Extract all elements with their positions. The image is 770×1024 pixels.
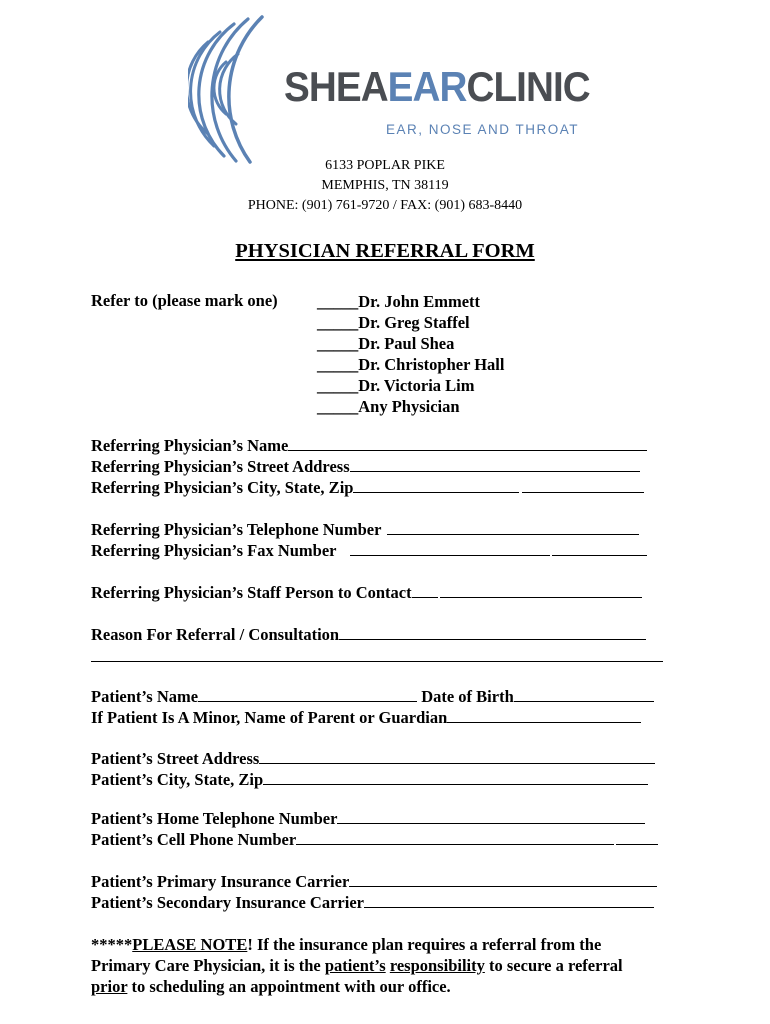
- ref-name-line[interactable]: [288, 449, 647, 451]
- ref-street-line[interactable]: [350, 470, 640, 472]
- ref-zip-line[interactable]: [522, 491, 644, 493]
- logo-wordmark: [284, 63, 590, 110]
- ref-street-label: Referring Physician’s Street Address: [91, 457, 350, 476]
- address-phone: PHONE: (901) 761-9720 / FAX: (901) 683-8440: [247, 198, 523, 213]
- pat-city-row: [91, 770, 648, 790]
- ref-name-label: Referring Physician’s Name: [91, 436, 289, 455]
- ins-secondary-row: [91, 893, 654, 913]
- ref-fax-line[interactable]: [350, 554, 550, 556]
- ins-primary-row: [91, 872, 657, 892]
- note-patients: patient’s: [324, 956, 386, 975]
- ref-staff-label: Referring Physician’s Staff Person to Contact: [91, 583, 412, 602]
- pat-home-phone-line[interactable]: [337, 822, 645, 824]
- ins-primary-label: Patient’s Primary Insurance Carrier: [91, 872, 350, 891]
- option-christopher-hall[interactable]: _____Dr. Christopher Hall: [317, 355, 505, 374]
- pat-home-phone-label: Patient’s Home Telephone Number: [91, 809, 338, 828]
- clinic-logo: [188, 14, 588, 164]
- physician-options: [317, 291, 504, 417]
- ref-city-row: [91, 478, 644, 498]
- ref-name-row: [91, 436, 647, 456]
- ins-primary-line[interactable]: [349, 885, 657, 887]
- note-prior: prior: [91, 977, 128, 996]
- reason-line-1[interactable]: [339, 638, 646, 640]
- option-john-emmett[interactable]: _____Dr. John Emmett: [317, 292, 481, 311]
- pat-cell-row: [91, 830, 658, 850]
- note-part1: ! If the insurance plan requires a referral from the: [247, 935, 602, 954]
- dob-line[interactable]: [514, 700, 654, 702]
- pat-cell-label: Patient’s Cell Phone Number: [91, 830, 297, 849]
- reason-line-2[interactable]: [91, 661, 663, 662]
- address-city: MEMPHIS, TN 38119: [321, 178, 449, 193]
- pat-street-label: Patient’s Street Address: [91, 749, 260, 768]
- patient-name-label: Patient’s Name: [91, 687, 199, 706]
- pat-cell-line-1[interactable]: [296, 843, 614, 845]
- ref-phone-label: Referring Physician’s Telephone Number: [91, 520, 382, 539]
- ref-phone-line[interactable]: [387, 533, 639, 535]
- note-please-note: PLEASE NOTE: [132, 935, 248, 954]
- ref-fax-row: [91, 541, 647, 561]
- pat-city-line[interactable]: [263, 783, 648, 785]
- pat-city-label: Patient’s City, State, Zip: [91, 770, 264, 789]
- logo-tagline: EAR, NOSE AND THROAT: [386, 122, 580, 137]
- address-street: 6133 POPLAR PIKE: [325, 158, 445, 173]
- ref-city-label: Referring Physician’s City, State, Zip: [91, 478, 354, 497]
- pat-street-row: [91, 749, 655, 769]
- logo-word-ear: EAR: [387, 63, 467, 110]
- note-part4: to scheduling an appointment with our office.: [127, 977, 451, 996]
- dob-label: Date of Birth: [421, 687, 514, 706]
- ref-fax-label: Referring Physician’s Fax Number: [91, 541, 337, 560]
- note-stars: *****: [91, 935, 133, 954]
- option-paul-shea[interactable]: _____Dr. Paul Shea: [317, 334, 455, 353]
- clinic-address: [0, 156, 770, 216]
- ref-staff-line-1[interactable]: [412, 596, 438, 598]
- guardian-line[interactable]: [447, 721, 641, 723]
- pat-home-phone-row: [91, 809, 645, 829]
- option-greg-staffel[interactable]: _____Dr. Greg Staffel: [317, 313, 470, 332]
- reason-row: [91, 625, 646, 645]
- refer-to-label: Refer to (please mark one): [91, 291, 278, 310]
- reason-label: Reason For Referral / Consultation: [91, 625, 340, 644]
- ref-staff-line-2[interactable]: [440, 596, 642, 598]
- logo-word-shea: SHEA: [284, 63, 388, 110]
- option-victoria-lim[interactable]: _____Dr. Victoria Lim: [317, 376, 475, 395]
- ref-street-row: [91, 457, 640, 477]
- ref-city-line[interactable]: [353, 491, 519, 493]
- logo-word-clinic: CLINIC: [466, 63, 590, 110]
- insurance-note: [91, 934, 691, 997]
- note-part2: Primary Care Physician, it is the: [91, 956, 325, 975]
- guardian-label: If Patient Is A Minor, Name of Parent or Guardian: [91, 708, 448, 727]
- sound-wave-logo-icon: [188, 14, 288, 164]
- patient-name-line[interactable]: [198, 700, 417, 702]
- ins-secondary-line[interactable]: [364, 906, 654, 908]
- pat-street-line[interactable]: [259, 762, 655, 764]
- note-part3: to secure a referral: [484, 956, 623, 975]
- note-responsibility: responsibility: [389, 956, 485, 975]
- ref-phone-row: [91, 520, 639, 540]
- form-title: PHYSICIAN REFERRAL FORM: [235, 240, 535, 262]
- ref-staff-row: [91, 583, 642, 603]
- pat-cell-line-2[interactable]: [616, 843, 658, 845]
- guardian-row: [91, 708, 641, 728]
- ins-secondary-label: Patient’s Secondary Insurance Carrier: [91, 893, 364, 912]
- ref-fax-line-2[interactable]: [552, 554, 647, 556]
- option-any-physician[interactable]: _____Any Physician: [317, 397, 460, 416]
- patient-name-row: [91, 687, 654, 707]
